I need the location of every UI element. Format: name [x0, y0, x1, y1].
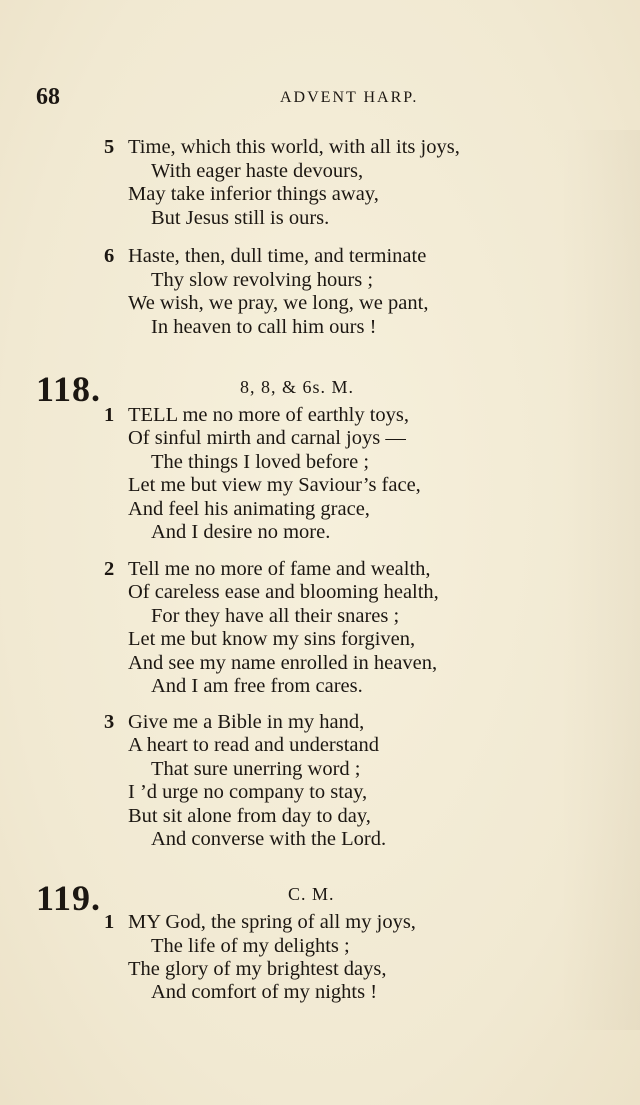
hymn-number: 119. — [36, 878, 102, 918]
running-title: ADVENT HARP. — [280, 89, 419, 106]
hymn-meter: C. M. — [288, 884, 335, 904]
verse-line: And I desire no more. — [151, 521, 331, 543]
hymn-meter: 8, 8, & 6s. M. — [240, 377, 355, 397]
verse-line: The things I loved before ; — [151, 451, 370, 473]
verse-number: 1 — [104, 404, 115, 426]
verse-number: 5 — [104, 136, 115, 158]
verse-line: Thy slow revolving hours ; — [151, 269, 374, 291]
verse-number: 2 — [104, 558, 115, 580]
verse-line: Tell me no more of fame and wealth, — [128, 558, 431, 580]
verse-line: But sit alone from day to day, — [128, 805, 371, 827]
verse-line: And converse with the Lord. — [151, 828, 387, 850]
verse-line: We wish, we pray, we long, we pant, — [128, 292, 429, 314]
verse-line: Let me but view my Saviour’s face, — [128, 474, 421, 496]
verse-number: 3 — [104, 711, 115, 733]
verse-number: 6 — [104, 245, 115, 267]
verse-line: May take inferior things away, — [128, 183, 379, 205]
verse-line: The life of my delights ; — [151, 935, 350, 957]
verse-line: Time, which this world, with all its joys, — [128, 136, 460, 158]
verse-line: Give me a Bible in my hand, — [128, 711, 365, 733]
verse-line: Of careless ease and blooming health, — [128, 581, 439, 603]
verse-line: Haste, then, dull time, and terminate — [128, 245, 427, 267]
verse-line: For they have all their snares ; — [151, 605, 400, 627]
verse-line: The glory of my brightest days, — [128, 958, 387, 980]
verse-line: Of sinful mirth and carnal joys — — [128, 427, 406, 449]
verse-line: But Jesus still is ours. — [151, 207, 330, 229]
page-edge-shading — [560, 130, 640, 1030]
verse-line: And feel his animating grace, — [128, 498, 370, 520]
verse-line: And see my name enrolled in heaven, — [128, 652, 438, 674]
verse-line: A heart to read and understand — [128, 734, 380, 756]
verse-line: That sure unerring word ; — [151, 758, 361, 780]
verse-line: TELL me no more of earthly toys, — [128, 404, 410, 426]
verse-line: And I am free from cares. — [151, 675, 363, 697]
verse-line: In heaven to call him ours ! — [151, 316, 377, 338]
verse-line: With eager haste devours, — [151, 160, 364, 182]
hymn-number: 118. — [36, 369, 102, 409]
verse-line: I ’d urge no company to stay, — [128, 781, 368, 803]
page-header — [36, 84, 604, 112]
verse-number: 1 — [104, 911, 115, 933]
verse-line: And comfort of my nights ! — [151, 981, 378, 1003]
page-number: 68 — [36, 84, 60, 110]
verse-line: Let me but know my sins forgiven, — [128, 628, 416, 650]
verse-line: MY God, the spring of all my joys, — [128, 911, 416, 933]
